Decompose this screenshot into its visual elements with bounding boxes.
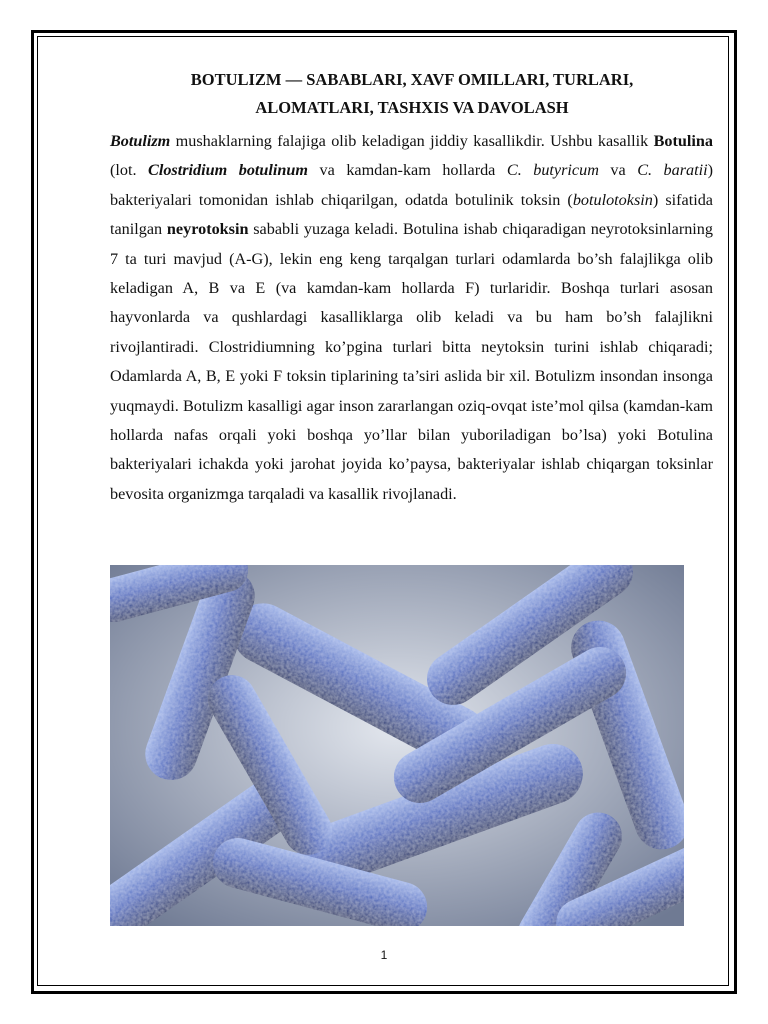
page-number: 1 [380,948,388,962]
text-segment: ) bakteriyalari tomonidan ishlab chiqarilgan, odatda botulinik toksin ( [110,161,714,209]
term-botulizm: Botulizm [110,132,171,150]
title-line-1: BOTULIZM — SABABLARI, XAVF OMILLARI, TURLARI, [190,70,634,89]
document-title [110,66,714,122]
text-segment: (lot. [110,161,149,180]
body-paragraph [110,127,713,509]
term-botulotoksin: botulotoksin [572,190,653,209]
title-line-2: ALOMATLARI, TASHXIS VA DAVOLASH [255,98,569,117]
term-neyrotoksin: neyrotoksin [166,220,249,239]
bacteria-illustration-svg [110,565,684,926]
text-segment: va kamdan-kam hollarda [308,161,507,180]
term-c-baratii: C. baratii [637,161,708,180]
text-segment: mushaklarning falajiga olib keladigan jiddiy kasallikdir. Ushbu kasallik [170,132,654,150]
bacteria-illustration [110,565,684,926]
term-c-butyricum: C. butyricum [506,161,599,180]
term-botulina: Botulina [653,132,713,150]
term-clostridium-botulinum: Clostridium botulinum [148,161,309,180]
text-segment: sababli yuzaga keladi. Botulina ishab chiqaradigan neyrotoksinlarning 7 ta turi mavjud (A-G), lekin eng keng tarqalgan turlari odamlarda bo’sh falajlikga olib keladigan A, B va E (va kamdan-kam hollarda F) turlaridir. Boshqa turlari asosan hayvonlarda va qushlardagi kasalliklarga olib keladi va bu ham bo’sh falajlikni rivojlantiradi. Clostridiumning ko’pgina turlari bitta neytoksin turini ishlab chiqaradi; Odamlarda A, B, E yoki F toksin tiplarining ta’siri aslida bir xil. Botulizm insondan insonga yuqmaydi. Botulizm kasalligi agar inson zararlangan oziq-ovqat iste’mol qilsa (kamdan-kam hollarda nafas orqali yoki boshqa yo’llar bilan yuboriladigan bo’lsa) yoki Botulina bakteriyalari ichakda yoki jarohat joyida ko’paysa, bakteriyalar ishlab chiqargan toksinlar bevosita organizmga tarqaladi va kasallik rivojlanadi. [110,220,713,503]
text-segment: va [598,161,638,180]
text-segment: ) sifatida tanilgan [110,190,713,239]
